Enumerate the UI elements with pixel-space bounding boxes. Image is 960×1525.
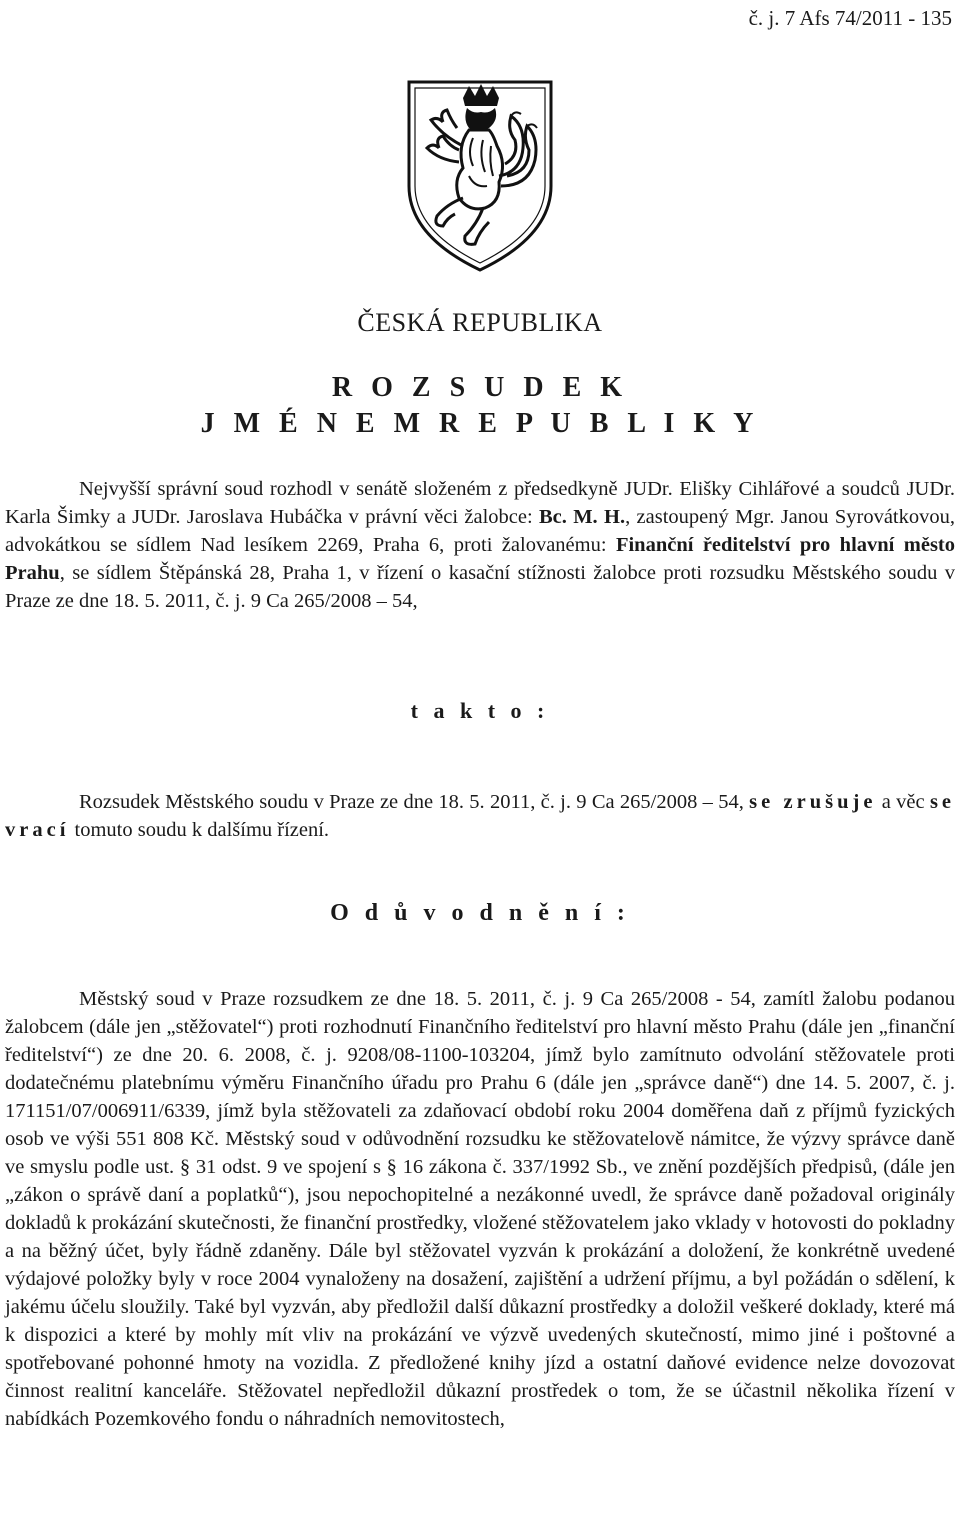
intro-paragraph [5, 475, 955, 615]
ruling-text-3: tomuto soudu k dalšímu řízení. [69, 819, 330, 841]
verdict-heading: R O Z S U D E K [331, 372, 629, 403]
reasons-paragraph: Městský soud v Praze rozsudkem ze dne 18. 5. 2011, č. j. 9 Ca 265/2008 - 54, zamítl žalobu podanou žalobcem (dále jen „stěžovatel“) proti rozhodnutí Finančního ředitelství pro hlavní město Prahu (dále jen „finanční ředitelství“) ze dne 20. 6. 2008, č. j. 9208/08-1100-103204, jímž bylo zamítnuto odvolání stěžovatele proti dodatečnému platebnímu výměru Finančního úřadu pro Prahu 6 (dále jen „správce daně“) dne 14. 5. 2007, č. j. 171151/07/006911/6339, jímž byla stěžovateli za zdaňovací období roku 2004 doměřena daň z příjmů fyzických osob ve výši 551 808 Kč. Městský soud v odůvodnění rozsudku ke stěžovatelově námitce, že výzvy správce daně ve smyslu podle ust. § 31 odst. 9 ve spojení s § 16 zákona č. 337/1992 Sb., ve znění pozdějších předpisů, (dále jen „zákon o správě daní a poplatků“), jsou nepochopitelné a nezákonné uvedl, že správce daně požadoval originály dokladů k prokázání skutečnosti, že finanční prostředky, vložené stěžovatelem jako vklady v hotovosti do pokladny a na běžný účet, byly řádně zdaněny. Dále byl stěžovatel vyzván k prokázání a doložení, že konkrétně uvedené výdajové položky byly v roce 2004 vynaloženy na dosažení, zajištění a udržení příjmu, a byl požádán o sdělení, k jakému účelu sloužily. Také byl vyzván, aby předložil další důkazní prostředky a doložil veškeré doklady, které má k dispozici a které by mohly mít vliv na prokázání ve výzvě uvedených skutečností, mimo jiné i poštovné a spotřebované pohonné hmoty na vozidla. Z předložené knihy jízd a ostatní daňové evidence nelze dovozovat činnost realitní kanceláře. Stěžovatel nepředložil důkazní prostředek o tom, že se účastnil několika řízení v nabídkách Pozemkového fondu o náhradních nemovitostech, [5, 988, 955, 1430]
intro-text-1: Nejvyšší správní soud rozhodl v senátě složeném z předsedkyně JUDr. Elišky Cihlářové a soudců JUDr. Karla Šimky a JUDr. Jaroslava Hubáčka v právní věci žalobce: [5, 478, 955, 528]
case-number: č. j. 7 Afs 74/2011 - 135 [748, 6, 952, 30]
verdict-title [0, 370, 960, 442]
plaintiff-name: Bc. M. H. [538, 506, 626, 528]
ruling-annul: se zrušuje [749, 791, 877, 813]
ruling-return: se vrací [5, 791, 956, 841]
in-the-name-heading: J M É N E M R E P U B L I K Y [200, 408, 760, 439]
czech-coat-of-arms-lion-icon [403, 76, 557, 274]
takto-heading: t a k t o : [410, 698, 550, 723]
intro-text-2: , zastoupený Mgr. Janou Syrovátkovou, advokátkou se sídlem Nad lesíkem 2269, Praha 6, proti žalovanému: [5, 506, 955, 556]
state-name: ČESKÁ REPUBLIKA [357, 308, 603, 337]
intro-text-3: , se sídlem Štěpánská 28, Praha 1, v řízení o kasační stížnosti žalobce proti rozsudku Městského soudu v Praze ze dne 18. 5. 2011, č. j. 9 Ca 265/2008 – 54, [5, 562, 955, 612]
reasons-heading: O d ů v o d n ě n í : [330, 900, 630, 926]
defendant-name: Finanční ředitelství pro hlavní město Prahu [5, 534, 955, 584]
ruling-text-1: Rozsudek Městského soudu v Praze ze dne 18. 5. 2011, č. j. 9 Ca 265/2008 – 54, [79, 791, 750, 813]
ruling-paragraph [5, 788, 955, 844]
ruling-text-2: a věc [876, 791, 930, 813]
